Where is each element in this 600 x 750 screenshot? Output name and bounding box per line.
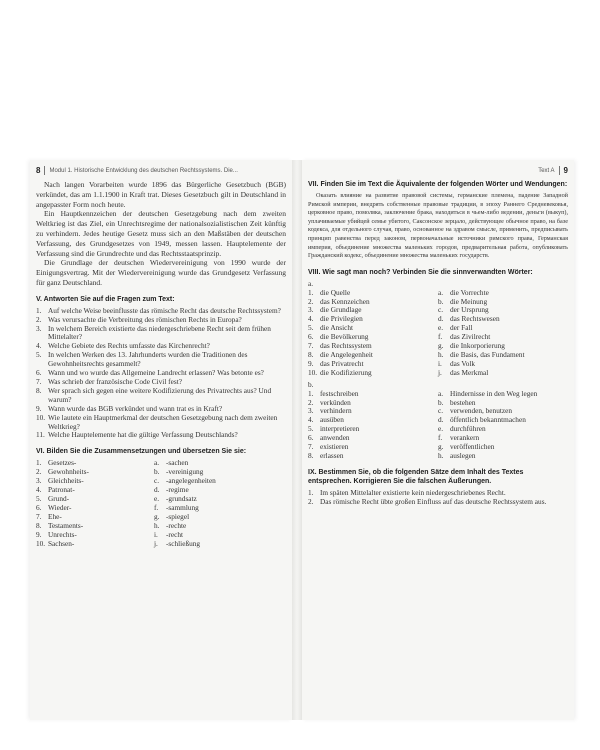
list-item: 5. die Ansicht	[308, 323, 354, 333]
list-item: c. der Ursprung	[438, 305, 489, 315]
list-item: 6. anwenden	[308, 433, 350, 443]
list-item: g. veröffentlichen	[438, 442, 495, 452]
list-item: 4. die Privilegien	[308, 314, 363, 324]
list-item: 10. Wie lautete ein Hauptmerkmal der deutschen Gesetzgebung nach dem zweiten Weltkrieg?	[36, 412, 278, 431]
list-item: 3. die Grundlage	[308, 305, 362, 315]
list-item: 3. Gleichheits-	[36, 476, 84, 486]
list-item: e. -grundsatz	[154, 493, 197, 503]
list-item: 7. existieren	[308, 442, 349, 452]
list-item: 8. Wer sprach sich gegen eine weitere Kodifizierung des Privatrechts aus? Und warum?	[36, 385, 272, 404]
exercise-ix-list	[308, 489, 568, 507]
list-item: h. die Basis, das Fundament	[438, 350, 525, 359]
list-item: 10. Sachsen-	[36, 538, 75, 548]
exercise-viii-b-table	[308, 390, 568, 461]
list-item: h. auslegen	[438, 450, 476, 460]
header-divider	[44, 166, 45, 175]
list-item: 7. Ehe-	[36, 511, 62, 521]
list-item: 5. interpretieren	[308, 424, 360, 434]
list-item: 4. Patronat-	[36, 485, 75, 495]
list-item: b. die Meinung	[438, 296, 488, 306]
list-item: f. -sammlung	[154, 502, 199, 512]
exercise-v-list	[36, 307, 286, 441]
list-item: 10. die Kodifizierung	[308, 367, 372, 377]
list-item: 9. Unrechts-	[36, 529, 77, 539]
list-item: 6. die Bevölkerung	[308, 332, 369, 342]
page-number: 9	[563, 166, 568, 175]
list-item: 5. In welchen Werken des 13. Jahrhunderts wurden die Traditionen des Gewohnheitsrechts gesammelt?	[36, 350, 248, 369]
page-number: 8	[36, 166, 41, 175]
left-page-header	[36, 166, 286, 175]
list-item: f. das Zivilrecht	[438, 332, 491, 342]
list-item: e. durchführen	[438, 424, 486, 434]
list-item: e. der Fall	[438, 323, 473, 333]
list-item: 1. festschreiben	[308, 388, 359, 398]
exercise-ix-title: IX. Bestimmen Sie, ob die folgenden Sätze dem Inhalt des Textes entsprechen. Korrigieren Sie die falschen Äußerungen.	[308, 468, 524, 485]
list-item: 6. Wieder-	[36, 502, 72, 512]
group-label: b.	[308, 379, 314, 389]
russian-phrases: Оказать влияние на развитие правовой системы, германские племена, падение Западной Римской империи, внедрять собственные правовые традиции, в эпоху Раннего Средневековья, церковное право, помолвка, заключение брака, находиться в чьем-либо ведении, деньги (выкуп), уплачиваемые убийцей семье убитого, Саксонское зерцало, действующее обычное право, на базе кодекса, для отдельного случая, право, основанное на здравом смысле, применить, предписывать принцип равенства перед законом, первоначальные источники римского права, Германская империя, объединение множества маленьких городов, предварительная работа, опубликовать Гражданский кодекс, объединение множества маленьких государств.	[308, 192, 568, 260]
list-item: c. verwenden, benutzen	[438, 406, 512, 416]
exercise-viii-title: VIII. Wie sagt man noch? Verbinden Sie die sinnverwandten Wörter:	[308, 268, 533, 276]
list-item: 9. das Privatrecht	[308, 358, 364, 368]
exercise-v-title: V. Antworten Sie auf die Fragen zum Text:	[36, 295, 175, 303]
left-page-content	[36, 180, 286, 548]
list-item: 2. verkünden	[308, 397, 351, 407]
list-item: 3. In welchem Bereich existierte das niedergeschriebene Recht seit dem frühen Mittelalter?	[36, 323, 271, 342]
running-head: Modul 1. Historische Entwicklung des deutschen Rechtssystems. Die...	[49, 167, 238, 174]
word-column	[308, 390, 438, 461]
right-page	[302, 160, 574, 720]
exercise-vi-title: VI. Bilden Sie die Zusammensetzungen und übersetzen Sie sie:	[36, 448, 247, 456]
match-column	[438, 289, 525, 378]
left-page	[30, 160, 292, 720]
list-item: b. bestehen	[438, 397, 476, 407]
list-item: j. das Merkmal	[438, 367, 489, 377]
list-item: d. -regime	[154, 485, 189, 495]
body-paragraph: Die Grundlage der deutschen Wiedervereinigung von 1990 wurde der Einigungsvertrag. Mit der Wiedervereinigung wurde das Grundgesetz Verfassung für ganz Deutschland.	[36, 258, 286, 287]
list-item: a. -sachen	[154, 458, 189, 468]
list-item: d. das Rechtswesen	[438, 314, 500, 324]
word-column	[36, 459, 154, 548]
list-item: 8. die Angelegenheit	[308, 350, 373, 359]
list-item: 11. Welche Hauptelemente hat die gültige Verfassung Deutschlands?	[36, 430, 238, 440]
header-divider	[559, 166, 560, 175]
list-item: 1. Auf welche Weise beeinflusste das römische Recht das deutsche Rechtssystem?	[36, 305, 281, 315]
list-item: c. -angelegenheiten	[154, 476, 216, 486]
list-item: i. -recht	[154, 529, 184, 539]
list-item: 1. Im späten Mittelalter existierte kein niedergeschriebenes Recht.	[308, 487, 506, 497]
suffix-column	[154, 459, 216, 548]
exercise-vi-table	[36, 459, 286, 548]
right-page-header	[308, 166, 568, 175]
list-item: 1. Gesetzes-	[36, 458, 77, 468]
right-page-content	[308, 180, 568, 507]
list-item: f. verankern	[438, 433, 480, 443]
list-item: 2. Gewohnheits-	[36, 467, 89, 477]
list-item: i. das Volk	[438, 358, 476, 368]
list-item: d. öffentlich bekanntmachen	[438, 415, 526, 425]
list-item: a. Hindernisse in den Weg legen	[438, 388, 538, 398]
list-item: 3. verhindern	[308, 406, 352, 416]
list-item: 7. das Rechtssystem	[308, 341, 372, 351]
exercise-viii-a-table	[308, 289, 568, 378]
list-item: 2. Das römische Recht übte großen Einfluss auf das deutsche Rechtssystem aus.	[308, 496, 547, 506]
list-item: 6. Wann und wo wurde das Allgemeine Landrecht erlassen? Was betonte es?	[36, 368, 264, 378]
list-item: 8. erlassen	[308, 450, 344, 460]
match-column	[438, 390, 537, 461]
list-item: b. -vereinigung	[154, 467, 204, 477]
list-item: 4. ausüben	[308, 415, 344, 425]
section-label: Text A	[538, 167, 555, 174]
list-item: g. die Inkorporierung	[438, 341, 505, 351]
word-column	[308, 289, 438, 378]
list-item: j. -schließung	[154, 538, 201, 548]
list-item: 4. Welche Gebiete des Rechts umfasste das Kirchenrecht?	[36, 341, 210, 351]
list-item: 2. Was verursachte die Verbreitung des römischen Rechts in Europa?	[36, 314, 242, 324]
list-item: 5. Grund-	[36, 493, 70, 503]
list-item: g. -spiegel	[154, 511, 190, 521]
list-item: h. -rechte	[154, 520, 187, 530]
list-item: 2. das Kennzeichen	[308, 296, 370, 306]
body-paragraph: Nach langen Vorarbeiten wurde 1896 das Bürgerliche Gesetzbuch (BGB) verkündet, das am 1.1.1900 in Kraft trat. Dieses Gesetzbuch gilt in Deutschland in angepasster Form noch heute.	[36, 180, 286, 209]
list-item: 1. die Quelle	[308, 287, 351, 297]
list-item: 7. Was schrieb der französische Code Civil fest?	[36, 377, 182, 387]
group-label: a.	[308, 278, 314, 288]
list-item: 9. Wann wurde das BGB verkündet und wann trat es in Kraft?	[36, 403, 223, 413]
book-gutter	[292, 160, 302, 720]
list-item: 8. Testaments-	[36, 520, 84, 530]
list-item: a. die Vorrechte	[438, 287, 489, 297]
exercise-vii-title: VII. Finden Sie im Text die Äquivalente der folgenden Wörter und Wendungen:	[308, 181, 568, 188]
body-paragraph: Ein Hauptkennzeichen der deutschen Gesetzgebung nach dem zweiten Weltkrieg ist das Ziel, ein Unrechtsregime der nationalsozialistischen Zeit künftig zu verhindern. Jedes heutige Gesetz muss sich an den Maßstäben der deutschen Verfassung, des Grundgesetzes von 1949, messen lassen. Hauptelemente der Verfassung sind die Grundrechte und das Rechtsstaatsprinzip.	[36, 209, 286, 258]
